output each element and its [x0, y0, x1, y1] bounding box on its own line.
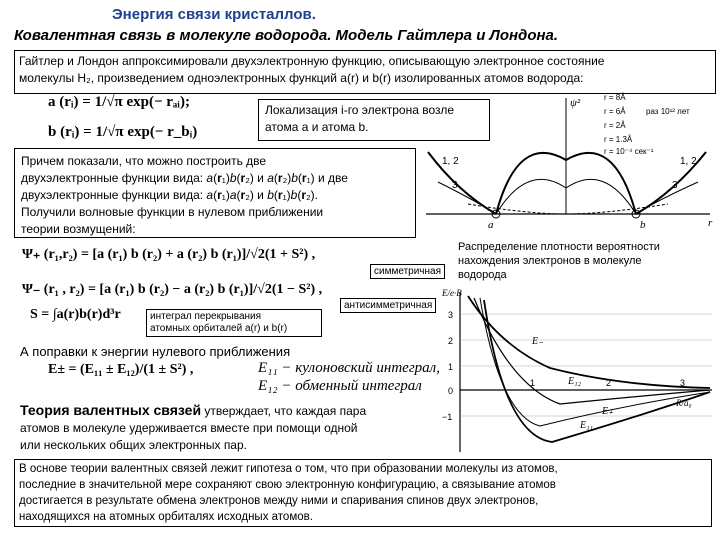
curve-label-3-right: 3: [672, 180, 678, 191]
valence-heading: Теория валентных связей: [20, 402, 202, 418]
prob-caption-1: Распределение плотности вероятности: [458, 241, 660, 253]
symmetric-label: симметричная: [370, 264, 445, 279]
atom-b-label: b: [640, 219, 646, 231]
xtick-3: 3: [680, 378, 686, 388]
curve-e11: E₁₁: [580, 420, 594, 431]
xtick-2: 2: [606, 378, 612, 388]
page-subtitle: Ковалентная связь в молекуле водорода. Модель Гайтлера и Лондона.: [14, 27, 559, 44]
curve-e-plus: E₊: [602, 406, 614, 417]
ytick-1: 1: [448, 362, 454, 372]
formula-s: S = ∫a(r)b(r)d³r: [30, 307, 121, 322]
wf-line-2: двухэлектронные функции вида: a(r₁)b(r₂) и a(r₂)b(r₁) и две: [21, 171, 348, 185]
curve-label-12-left: 1, 2: [442, 156, 459, 167]
r-axis-label: r: [708, 217, 713, 229]
probability-caption: [458, 240, 716, 282]
psi-label: ψ²: [570, 97, 581, 109]
energy-graph: [440, 286, 716, 458]
note-5: r = 1.3Å: [604, 135, 633, 144]
wf-line-4: Получили волновые функции в нулевом приближении: [21, 205, 324, 219]
wf-line-5: теории возмущений:: [21, 222, 136, 236]
formula-psi-minus: Ψ₋ (r₁ , r₂) = [a (r₁) b (r₂) − a (r₂) b (r₁)]/√2(1 − S²) ,: [22, 282, 323, 297]
valence-line-3: или нескольких общих электронных пар.: [20, 438, 247, 452]
valence-block: [20, 402, 430, 454]
wf-line-3: двухэлектронные функции вида: a(r₁)a(r₂) и b(r₁)b(r₂).: [21, 188, 318, 202]
conclusion-box: [14, 459, 712, 527]
intro-line-1: Гайтлер и Лондон аппроксимировали двухэлектронную функцию, описывающую электронное состояние: [19, 54, 605, 68]
coulomb-integral: E₁₁ − кулоновский интеграл,: [258, 360, 440, 376]
overlap-line-1: интеграл перекрывания: [150, 311, 262, 322]
note-3: r = 2Å: [604, 121, 626, 130]
ytick-3: 3: [448, 310, 454, 320]
curve-e-minus: E₋: [532, 336, 544, 347]
conclusion-line-3: достигается в результате обмена электронов между ними и спаривания спинов двух электронов,: [19, 495, 539, 507]
note-1: r = 8Å: [604, 93, 626, 102]
xtick-1: 1: [530, 378, 536, 388]
overlap-line-2: атомных орбиталей a(r) и b(r): [150, 323, 288, 334]
wf-line-1: Причем показали, что можно построить две: [21, 154, 267, 168]
page-title: Энергия связи кристаллов.: [112, 6, 316, 23]
note-4: раз 10¹² лет: [646, 107, 690, 116]
localization-line-1: Локализация i-го электрона возле: [265, 103, 455, 117]
ytick-0: 0: [448, 386, 454, 396]
wavefunction-box: [14, 148, 416, 238]
formula-e: E± = (E₁₁ ± E₁₂)/(1 ± S²) ,: [48, 362, 194, 377]
conclusion-line-2: последние в значительной мере сохраняют свою электронную конфигурацию, а связывание атомов: [19, 479, 556, 491]
curve-label-12-right: 1, 2: [680, 156, 697, 167]
prob-caption-3: водорода: [458, 269, 507, 281]
valence-line-2: атомов в молекуле удерживается вместе при помощи одной: [20, 421, 358, 435]
corrections-text: А поправки к энергии нулевого приближения: [20, 344, 291, 359]
formula-b: b (rᵢ) = 1/√π exp(− r_bᵢ): [48, 124, 198, 140]
conclusion-line-4: находящихся на атомных орбиталях исходных атомов.: [19, 511, 313, 523]
note-2: r = 6Å: [604, 107, 626, 116]
overlap-label: [146, 309, 322, 337]
curve-label-3-left: 3: [452, 180, 458, 191]
prob-caption-2: нахождения электронов в молекуле: [458, 255, 642, 267]
localization-line-2: атома a и атома b.: [265, 120, 369, 134]
ytick-2: 2: [448, 336, 454, 346]
note-6: r = 10⁻⁴ сек⁻¹: [604, 147, 654, 156]
conclusion-line-1: В основе теории валентных связей лежит гипотеза о том, что при образовании молекулы из атомов,: [19, 463, 558, 475]
ytick-neg1: −1: [442, 412, 453, 422]
probability-graph: [418, 92, 718, 240]
energy-xlabel: R/a₀: [676, 398, 692, 408]
energy-ylabel: E/e·B: [442, 288, 462, 298]
intro-box: [14, 50, 716, 94]
antisymmetric-label: антисимметричная: [340, 298, 436, 313]
curve-e12: E₁₂: [568, 376, 582, 387]
formula-a: a (rᵢ) = 1/√π exp(− rₐᵢ);: [48, 94, 190, 110]
exchange-integral: E₁₂ − обменный интеграл: [258, 378, 422, 394]
formula-psi-plus: Ψ₊ (r₁,r₂) = [a (r₁) b (r₂) + a (r₂) b (r₁)]/√2(1 + S²) ,: [22, 247, 316, 262]
valence-line-1: утверждает, что каждая пара: [201, 404, 367, 418]
intro-line-2: молекулы H₂, произведением одноэлектронных функций a(r) и b(r) изолированных атомов водорода:: [19, 71, 584, 85]
atom-a-label: a: [488, 219, 494, 231]
